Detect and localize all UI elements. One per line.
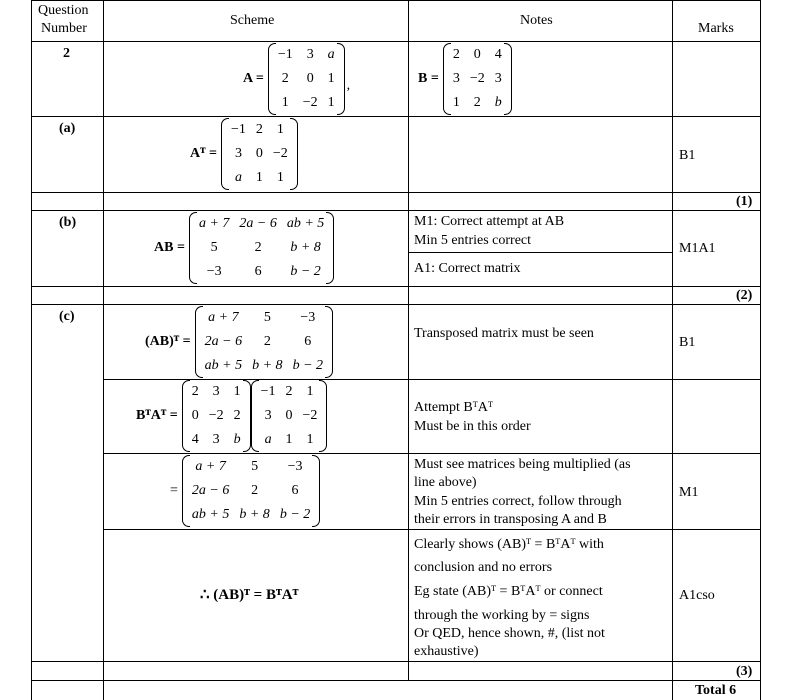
cell: 2: [233, 408, 241, 423]
matrix-A: [268, 43, 345, 115]
cell: 0: [473, 47, 481, 62]
hline-header: [31, 41, 761, 42]
cell: 1: [306, 384, 314, 399]
cell: 6: [291, 483, 299, 498]
part-c-note-c-5: Or QED, hence shown, #, (list not: [414, 626, 605, 641]
cell: 2: [473, 95, 481, 110]
cell: −2: [272, 146, 288, 161]
hline-c-total: [31, 680, 761, 681]
part-c-mark-1: B1: [679, 335, 696, 350]
matrix-AT-c: [251, 380, 328, 452]
cell: 2: [263, 334, 271, 349]
cell: −3: [300, 310, 316, 325]
part-c-note-mult-2: line above): [414, 475, 477, 490]
hline-c2: [103, 453, 761, 454]
part-c-total: (3): [736, 664, 753, 679]
part-c-note-c-1: Clearly shows (AB)ᵀ = BᵀAᵀ with: [414, 537, 604, 552]
grand-total: Total 6: [695, 683, 737, 698]
cell: b − 2: [279, 507, 311, 522]
cell: 2: [285, 384, 293, 399]
matrix-A-group: [243, 43, 350, 115]
cell: ab + 5: [286, 216, 325, 231]
header-notes: Notes: [520, 13, 553, 28]
hline-b: [31, 286, 761, 287]
cell: 2: [254, 240, 262, 255]
cell: −1: [230, 122, 246, 137]
matrix-BT: [182, 380, 251, 452]
hline-a: [31, 192, 761, 193]
matrix-AB: [189, 212, 334, 284]
col-divider-1: [103, 0, 104, 700]
border-right: [760, 0, 761, 700]
header-scheme: Scheme: [230, 13, 275, 28]
part-c-mark-2: M1: [679, 485, 699, 500]
cell: 1: [306, 432, 314, 447]
cell: −2: [302, 95, 318, 110]
cell: b + 8: [239, 507, 270, 522]
header-number: Number: [41, 21, 87, 36]
cell: b + 8: [290, 240, 321, 255]
part-c-note-mult-4: their errors in transposing A and B: [414, 512, 607, 527]
cell: ab + 5: [204, 358, 243, 373]
part-a-mark: B1: [679, 148, 696, 163]
cell: 4: [494, 47, 502, 62]
part-a-label: (a): [59, 121, 76, 136]
cell: −3: [206, 264, 222, 279]
part-c-note-mult-3: Min 5 entries correct, follow through: [414, 494, 622, 509]
cell: 5: [251, 459, 259, 474]
cell: 2a − 6: [204, 334, 243, 349]
cell: 4: [191, 432, 199, 447]
cell: 2: [191, 384, 199, 399]
part-b-label: (b): [59, 215, 77, 230]
cell: b: [233, 432, 241, 447]
cell: 1: [276, 170, 284, 185]
part-c-note-c-4: through the working by = signs: [414, 608, 590, 623]
cell: 0: [191, 408, 199, 423]
hline-c3: [103, 529, 761, 530]
matrix-ABT: [195, 306, 333, 378]
matrix-AB-group: [154, 212, 334, 284]
part-b-note-1: M1: Correct attempt at AB: [414, 214, 565, 229]
cell: 3: [452, 71, 460, 86]
part-c-label: (c): [59, 309, 75, 324]
col-divider-2: [408, 0, 409, 680]
cell: 5: [263, 310, 271, 325]
cell: 2a − 6: [191, 483, 230, 498]
matrix-B-group: [418, 43, 512, 115]
comma: ,: [346, 78, 351, 93]
header-question: Question: [38, 3, 89, 18]
matrix-ABT-label: (AB)ᵀ =: [145, 334, 191, 349]
cell: 2: [255, 122, 263, 137]
cell: 3: [234, 146, 242, 161]
cell: 1: [255, 170, 263, 185]
cell: 3: [212, 384, 220, 399]
matrix-AT-group: [190, 118, 298, 190]
cell: 1: [233, 384, 241, 399]
part-c-note-c-3: Eg state (AB)ᵀ = BᵀAᵀ or connect: [414, 584, 603, 599]
cell: 0: [255, 146, 263, 161]
cell: b: [494, 95, 502, 110]
matrix-AB-label: AB =: [154, 240, 185, 255]
cell: 3: [264, 408, 272, 423]
matrix-B-label: B =: [418, 71, 439, 86]
part-b-note-2: Min 5 entries correct: [414, 233, 532, 248]
matrix-ABT-group: [145, 306, 333, 378]
hline-b-notes: [408, 252, 672, 253]
matrix-A-label: A =: [243, 71, 264, 86]
cell: b + 8: [252, 358, 283, 373]
hline-top: [31, 0, 761, 1]
cell: b − 2: [290, 264, 321, 279]
cell: a + 7: [208, 310, 239, 325]
conclusion: ∴ (AB)ᵀ = BᵀAᵀ: [200, 587, 299, 603]
part-c-note-order: Must be in this order: [414, 419, 531, 434]
cell: 1: [276, 122, 284, 137]
cell: 0: [306, 71, 314, 86]
part-a-total: (1): [736, 194, 753, 209]
cell: 2: [281, 71, 289, 86]
cell: 3: [494, 71, 502, 86]
matrix-AT: [221, 118, 298, 190]
cell: −2: [208, 408, 224, 423]
cell: a: [327, 47, 335, 62]
cell: −2: [469, 71, 485, 86]
cell: b − 2: [292, 358, 324, 373]
part-b-note-3: A1: Correct matrix: [414, 261, 521, 276]
hline-q: [31, 116, 761, 117]
matrix-result: [182, 455, 320, 527]
part-c-note-mult-1: Must see matrices being multiplied (as: [414, 457, 631, 472]
part-c-mark-3: A1cso: [679, 588, 715, 603]
part-b-total: (2): [736, 288, 753, 303]
col-divider-3: [672, 0, 673, 700]
matrix-result-group: [170, 455, 320, 527]
cell: 2: [251, 483, 259, 498]
cell: ab + 5: [191, 507, 230, 522]
cell: a: [234, 170, 242, 185]
cell: 1: [327, 95, 335, 110]
cell: 6: [254, 264, 262, 279]
part-c-note-c-6: exhaustive): [414, 644, 479, 659]
cell: −1: [277, 47, 293, 62]
cell: 3: [306, 47, 314, 62]
matrix-B: [443, 43, 512, 115]
hline-c: [31, 661, 761, 662]
cell: 2: [452, 47, 460, 62]
cell: −3: [287, 459, 303, 474]
cell: −2: [302, 408, 318, 423]
part-c-note-attempt: Attempt BᵀAᵀ: [414, 400, 493, 415]
cell: 1: [281, 95, 289, 110]
cell: 3: [212, 432, 220, 447]
question-number: 2: [63, 46, 70, 61]
cell: 2a − 6: [239, 216, 277, 231]
hline-b-total: [31, 304, 761, 305]
part-c-note-transposed: Transposed matrix must be seen: [414, 326, 594, 341]
cell: a + 7: [198, 216, 230, 231]
matrix-BTAT-label: BᵀAᵀ =: [136, 408, 178, 423]
part-b-mark: M1A1: [679, 241, 716, 256]
cell: a + 7: [195, 459, 226, 474]
header-marks: Marks: [698, 21, 734, 36]
equals-sign: =: [170, 483, 178, 498]
cell: 1: [452, 95, 460, 110]
matrix-BTAT-group: [136, 380, 327, 452]
cell: 5: [210, 240, 218, 255]
cell: 1: [285, 432, 293, 447]
cell: 6: [304, 334, 312, 349]
part-c-note-c-2: conclusion and no errors: [414, 560, 553, 575]
cell: 1: [327, 71, 335, 86]
cell: 0: [285, 408, 293, 423]
cell: a: [264, 432, 272, 447]
cell: −1: [260, 384, 276, 399]
matrix-AT-label: Aᵀ =: [190, 146, 217, 161]
border-left: [31, 0, 32, 700]
hline-a-total: [31, 210, 761, 211]
